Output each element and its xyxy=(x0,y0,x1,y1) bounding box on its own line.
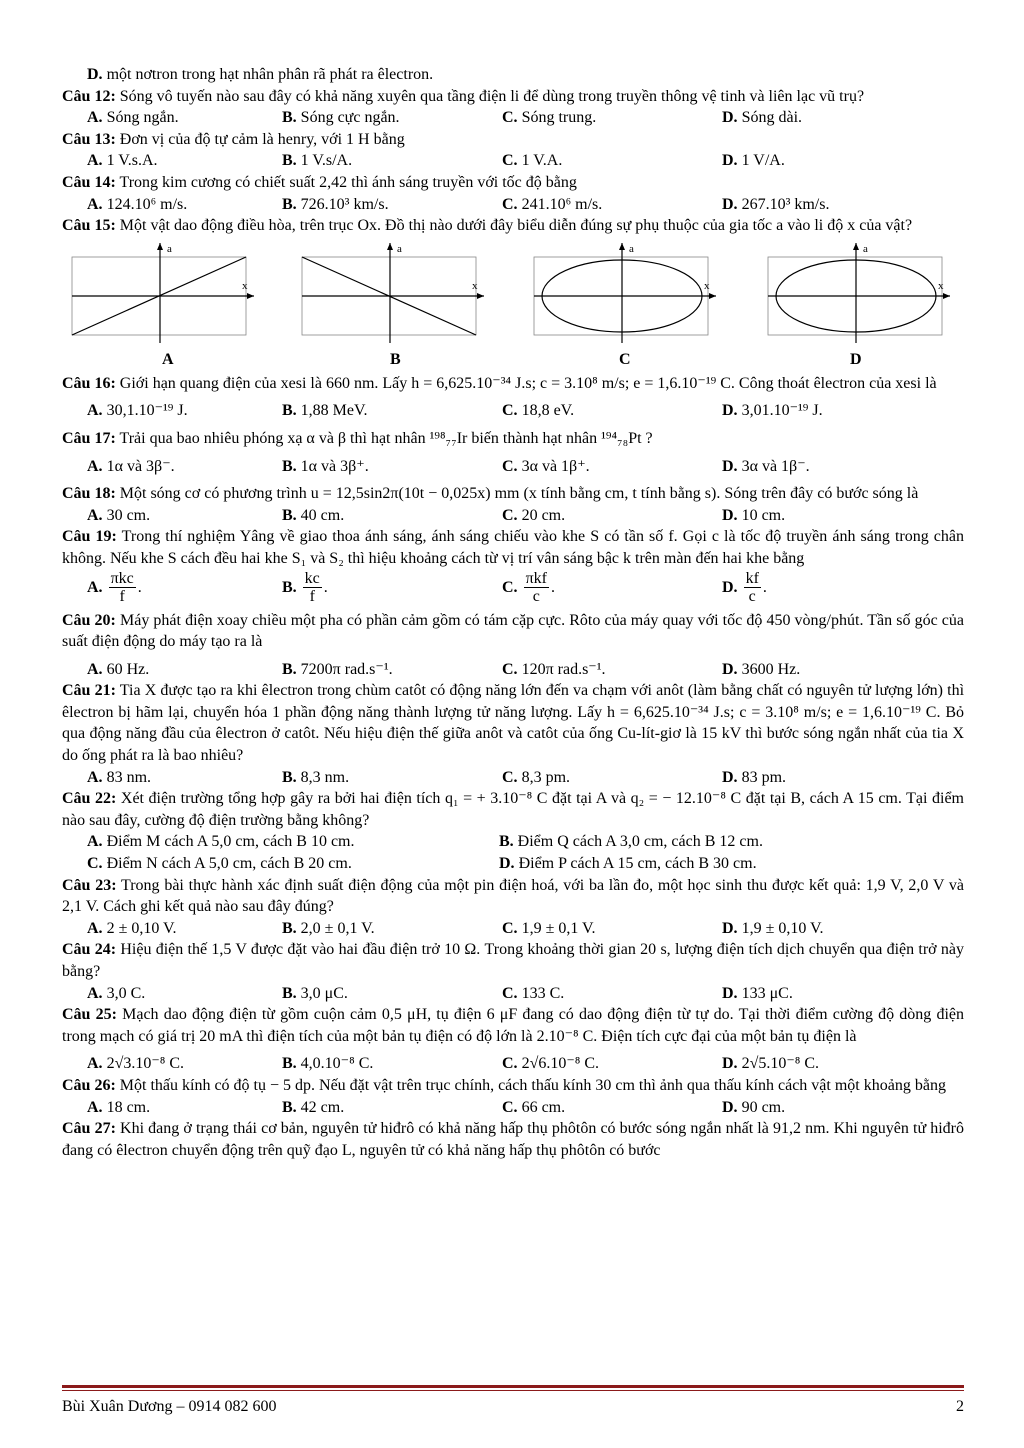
q25-options xyxy=(62,1053,964,1075)
option-a: A. 30 cm. xyxy=(87,506,151,524)
question-21: Câu 21: Tia X được tạo ra khi êlectron trong chùm catôt có động năng lớn đến va chạm với anôt (làm bằng chất có nguyên tử lượng lớn) thì êlectron bị hãm lại, chuyển hóa 1 phần động năng thành lượng tử năng lượng. Lấy h = 6,625.10⁻³⁴ J.s; c = 3.10⁸ m/s; e = 1,6.10⁻¹⁹ C. Bỏ qua động năng đầu của êlectron ở catôt. Nếu hiệu điện thế giữa anôt và catôt của ống Cu-lít-giơ là 15 kV thì bước sóng ngắn nhất của tia X do ống phát ra là bao nhiêu? xyxy=(62,682,965,765)
option-b: B. 726.10³ km/s. xyxy=(282,195,389,213)
option-c: C. 8,3 pm. xyxy=(502,768,571,786)
option-c: C. 120π rad.s⁻¹. xyxy=(502,660,606,678)
q24-options xyxy=(62,983,964,1005)
question-25: Câu 25: Mạch dao động điện từ gồm cuộn cảm 0,5 μH, tụ điện 6 μF đang có dao động điện từ tự do. Tại thời điểm cường độ dòng điện trong mạch có giá trị 20 mA thì điện tích của một bản tụ điện có độ lớn là 2.10⁻⁸ C. Điện tích cực đại của một bản tụ điện là xyxy=(62,1006,965,1045)
option-a: A. 30,1.10⁻¹⁹ J. xyxy=(87,402,188,420)
q13-options xyxy=(62,150,964,172)
option-d: D. 267.10³ km/s. xyxy=(722,195,830,213)
option-c: C. 1,9 ± 0,1 V. xyxy=(502,919,596,937)
option-d: D. 3600 Hz. xyxy=(722,660,801,678)
question-26: Câu 26: Một thấu kính có độ tụ − 5 dp. Nếu đặt vật trên trục chính, cách thấu kính 30 cm thì ảnh qua thấu kính cách vật một khoảng bằng xyxy=(62,1076,946,1094)
option-a: A. 3,0 C. xyxy=(87,984,146,1002)
axis-x-label: x xyxy=(242,279,248,292)
option-b: B. 7200π rad.s⁻¹. xyxy=(282,660,393,678)
axis-a-label: a xyxy=(863,242,868,255)
option-d: D. Sóng dài. xyxy=(722,109,803,127)
option-b: B. 42 cm. xyxy=(282,1098,345,1116)
axis-x-label: x xyxy=(704,279,710,292)
question-20: Câu 20: Máy phát điện xoay chiều một pha có phần cảm gồm có tám cặp cực. Rôto của máy quay với tốc độ 450 vòng/phút. Tần số góc của suất điện động do máy tạo ra là xyxy=(62,611,965,651)
option-b: B. 40 cm. xyxy=(282,506,345,524)
option-b: B. 1α và 3β⁺. xyxy=(282,457,369,475)
option-c: C. Điểm N cách A 5,0 cm, cách B 20 cm. xyxy=(87,855,352,873)
question-16: Câu 16: Giới hạn quang điện của xesi là 660 nm. Lấy h = 6,625.10⁻³⁴ J.s; c = 3.10⁸ m/s; e = 1,6.10⁻¹⁹ C. Công thoát êlectron của xesi là xyxy=(62,374,937,392)
option-d: D. 10 cm. xyxy=(722,506,786,524)
option-b: B. 3,0 μC. xyxy=(282,984,348,1002)
question-12: Câu 12: Sóng vô tuyến nào sau đây có khả năng xuyên qua tầng điện li để dùng trong truyền thông vệ tinh và liên lạc vũ trụ? xyxy=(62,87,865,105)
option-c: C. Sóng trung. xyxy=(502,109,597,127)
axis-x-label: x xyxy=(472,279,478,292)
q12-options xyxy=(62,107,964,129)
option-a: A. 18 cm. xyxy=(87,1098,151,1116)
graph-a-label: A xyxy=(162,350,174,368)
option-c: C. 2√6.10⁻⁸ C. xyxy=(502,1055,600,1073)
q26-options xyxy=(62,1097,964,1119)
option-d: D. 1,9 ± 0,10 V. xyxy=(722,919,824,937)
axis-x-label: x xyxy=(938,279,944,292)
question-22: Câu 22: Xét điện trường tổng hợp gây ra bởi hai điện tích q₁ = + 3.10⁻⁸ C đặt tại A và q₂ = − 12.10⁻⁸ C đặt tại B, cách A 15 cm. Tại điểm nào sau đây, cường độ điện trường bằng không? xyxy=(62,790,965,829)
footer-author: Bùi Xuân Dương – 0914 082 600 xyxy=(62,1398,277,1415)
question-17: Câu 17: Trải qua bao nhiêu phóng xạ α và β thì hạt nhân ¹⁹⁸₇₇Ir biến thành hạt nhân ¹⁹⁴₇₈Pt ? xyxy=(62,429,653,447)
q21-options xyxy=(62,767,964,789)
option-b: B. Điểm Q cách A 3,0 cm, cách B 12 cm. xyxy=(499,833,763,851)
q20-options xyxy=(62,659,964,681)
q19-options xyxy=(62,570,964,610)
option-a: A. 2√3.10⁻⁸ C. xyxy=(87,1055,185,1073)
option-b: B. 1,88 MeV. xyxy=(282,402,368,420)
graph-c xyxy=(530,239,720,349)
graph-d xyxy=(764,239,954,349)
option-b: B. 4,0.10⁻⁸ C. xyxy=(282,1055,374,1073)
question-27: Câu 27: Khi đang ở trạng thái cơ bản, nguyên tử hiđrô có khả năng hấp thụ phôtôn có bước sóng ngắn nhất là 91,2 nm. Khi nguyên tử hiđrô đang có êlectron chuyển động trên quỹ đạo L, nguyên tử có khả năng hấp thụ phôtôn có bước xyxy=(62,1120,965,1159)
q18-options xyxy=(62,505,964,527)
document-content xyxy=(62,64,964,1161)
option-d: D. $\frac{kf}{c}$ . xyxy=(722,570,767,606)
q11-option-d: D. một nơtron trong hạt nhân phân rã phát ra êlectron. xyxy=(87,66,434,83)
option-a: A. 2 ± 0,10 V. xyxy=(87,919,177,937)
q22-options-row1 xyxy=(62,831,964,853)
q23-options xyxy=(62,918,964,940)
q16-options xyxy=(62,400,964,422)
option-a: A. 124.10⁶ m/s. xyxy=(87,195,188,213)
option-d: D. 1 V/A. xyxy=(722,152,785,170)
option-b: B. 2,0 ± 0,1 V. xyxy=(282,919,375,937)
axis-a-label: a xyxy=(629,242,634,255)
option-c: C. 3α và 1β⁺. xyxy=(502,457,590,475)
option-d: D. 90 cm. xyxy=(722,1098,786,1116)
footer-divider-thin xyxy=(62,1390,964,1391)
option-a: A. 60 Hz. xyxy=(87,660,150,678)
option-a: A. Sóng ngắn. xyxy=(87,109,179,127)
graph-c-label: C xyxy=(619,350,631,368)
footer-divider xyxy=(62,1385,964,1388)
question-23: Câu 23: Trong bài thực hành xác định suất điện động của một pin điện hoá, với ba lần đo, một học sinh thu được kết quả: 1,9 V, 2,0 V và 2,1 V. Cách ghi kết quả nào sau đây đúng? xyxy=(62,876,965,916)
axis-a-label: a xyxy=(397,242,402,255)
graph-b xyxy=(298,239,488,349)
graph-b-label: B xyxy=(390,350,401,368)
graph-a xyxy=(68,239,258,349)
option-d: D. 3,01.10⁻¹⁹ J. xyxy=(722,402,823,420)
question-14: Câu 14: Trong kim cương có chiết suất 2,42 thì ánh sáng truyền với tốc độ bằng xyxy=(62,173,577,191)
question-18: Câu 18: Một sóng cơ có phương trình u = 12,5sin2π(10t − 0,025x) mm (x tính bằng cm, t tính bằng s). Sóng trên đây có bước sóng là xyxy=(62,485,919,503)
option-b: B. 8,3 nm. xyxy=(282,768,350,786)
option-d: D. 83 pm. xyxy=(722,768,787,786)
option-c: C. 133 C. xyxy=(502,984,565,1002)
option-d: D. 3α và 1β⁻. xyxy=(722,457,810,475)
question-19: Câu 19: Trong thí nghiệm Yâng về giao thoa ánh sáng, ánh sáng chiếu vào khe S có tần số f. Gọi c là tốc độ truyền ánh sáng trong chân không. Nếu khe S cách đều hai khe S₁ và S₂ thì hiệu khoảng cách từ vị trí vân sáng bậc k trên màn đến hai khe bằng xyxy=(62,528,965,567)
option-a: A. $\frac{\text{πkc}}{f}$ . xyxy=(87,570,142,606)
q14-options xyxy=(62,194,964,216)
option-a: A. Điểm M cách A 5,0 cm, cách B 10 cm. xyxy=(87,833,355,851)
option-a: A. 83 nm. xyxy=(87,768,152,786)
q15-graphs xyxy=(62,239,964,373)
option-c: C. 20 cm. xyxy=(502,506,566,524)
option-c: C. 1 V.A. xyxy=(502,152,563,170)
option-c: C. 18,8 eV. xyxy=(502,402,575,420)
q17-options xyxy=(62,456,964,478)
option-d: D. Điểm P cách A 15 cm, cách B 30 cm. xyxy=(499,855,757,873)
axis-a-label: a xyxy=(167,242,172,255)
option-c: C. 66 cm. xyxy=(502,1098,566,1116)
page-number: 2 xyxy=(956,1398,964,1415)
option-c: C. $\frac{\text{πkf}}{c}$ . xyxy=(502,570,555,606)
option-d: D. 133 μC. xyxy=(722,984,793,1002)
option-a: A. 1α và 3β⁻. xyxy=(87,457,175,475)
option-c: C. 241.10⁶ m/s. xyxy=(502,195,603,213)
question-15: Câu 15: Một vật dao động điều hòa, trên trục Ox. Đồ thị nào dưới đây biểu diễn đúng sự phụ thuộc của gia tốc a vào li độ x của vật? xyxy=(62,217,913,235)
graph-d-label: D xyxy=(850,350,862,368)
question-24: Câu 24: Hiệu điện thế 1,5 V được đặt vào hai đầu điện trở 10 Ω. Trong khoảng thời gian 20 s, lượng điện tích dịch chuyển qua điện trở này bằng? xyxy=(62,941,964,980)
q22-options-row2 xyxy=(62,853,964,875)
option-b: B. $\frac{kc}{f}$ . xyxy=(282,570,328,606)
option-b: B. 1 V.s/A. xyxy=(282,152,353,170)
question-13: Câu 13: Đơn vị của độ tự cảm là henry, với 1 H bằng xyxy=(62,130,405,148)
option-d: D. 2√5.10⁻⁸ C. xyxy=(722,1055,820,1073)
option-b: B. Sóng cực ngắn. xyxy=(282,109,400,127)
option-a: A. 1 V.s.A. xyxy=(87,152,158,170)
